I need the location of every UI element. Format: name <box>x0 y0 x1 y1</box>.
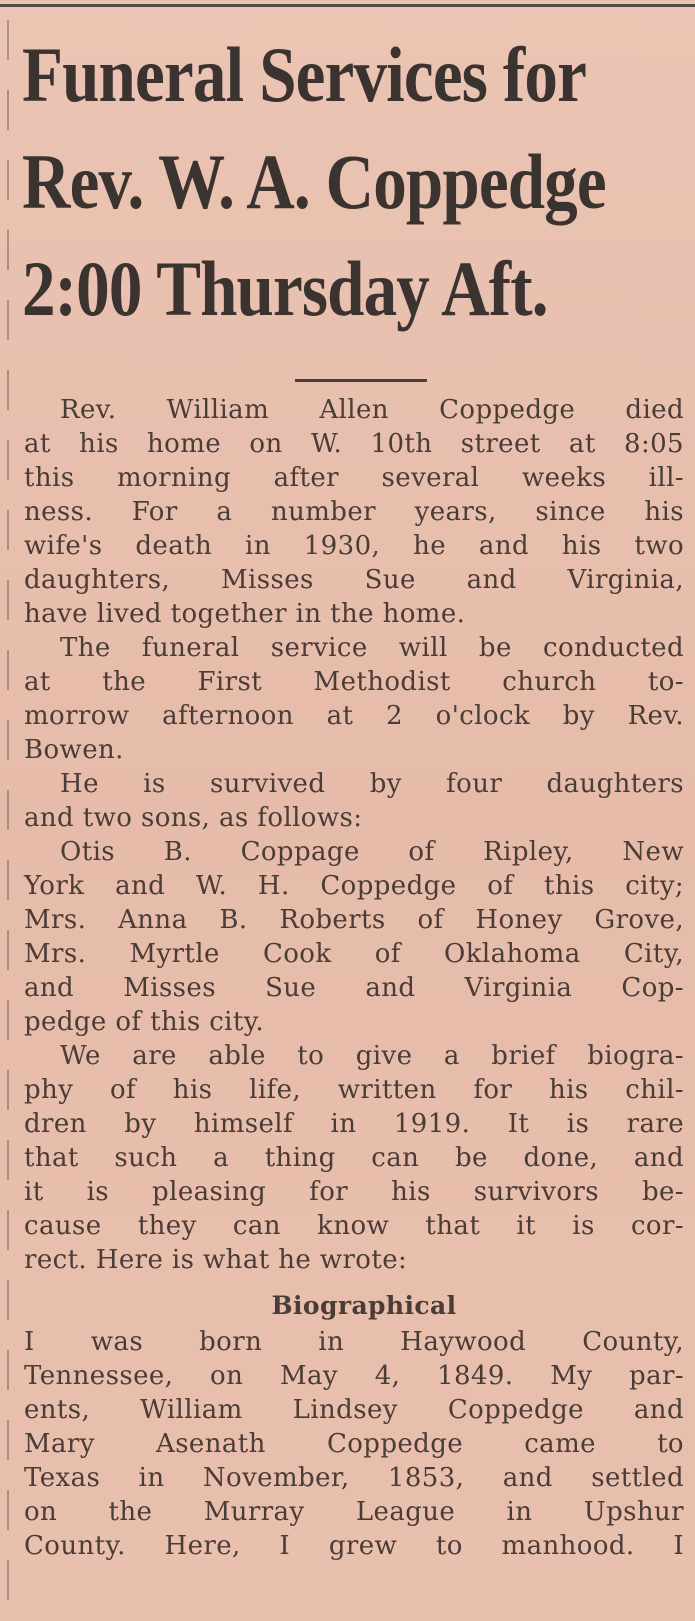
text-line: this morning after several weeks ill- <box>24 463 684 493</box>
text-line: phy of his life, written for his chil- <box>24 1075 684 1105</box>
column-rule <box>7 20 9 1610</box>
text-line: on the Murray League in Upshur <box>24 1497 684 1527</box>
text-line: Mrs. Anna B. Roberts of Honey Grove, <box>24 905 684 935</box>
text-line: cause they can know that it is cor- <box>24 1211 684 1241</box>
text-line: County. Here, I grew to manhood. I <box>24 1531 684 1561</box>
text-line: pedge of this city. <box>24 1007 265 1037</box>
headline-line-1: Funeral Services for <box>22 31 586 118</box>
text-line: rect. Here is what he wrote: <box>24 1245 408 1275</box>
text-line: have lived together in the home. <box>24 599 466 629</box>
text-line: Texas in November, 1853, and settled <box>24 1463 684 1493</box>
text-line: Rev. William Allen Coppedge died <box>60 395 684 425</box>
text-line: and Misses Sue and Virginia Cop- <box>24 973 684 1003</box>
text-line: at his home on W. 10th street at 8:05 <box>24 429 684 459</box>
text-line: York and W. H. Coppedge of this city; <box>24 871 684 901</box>
top-rule <box>0 4 695 7</box>
text-line: I was born in Haywood County, <box>24 1327 684 1357</box>
text-line: that such a thing can be done, and <box>24 1143 684 1173</box>
text-line: He is survived by four daughters <box>60 769 684 799</box>
text-line: Mary Asenath Coppedge came to <box>24 1429 684 1459</box>
headline-divider <box>295 379 427 382</box>
text-line: Tennessee, on May 4, 1849. My par- <box>24 1361 684 1391</box>
text-line: Mrs. Myrtle Cook of Oklahoma City, <box>24 939 684 969</box>
text-line: and two sons, as follows: <box>24 803 363 833</box>
headline <box>22 22 606 343</box>
text-line: ents, William Lindsey Coppedge and <box>24 1395 684 1425</box>
headline-line-2: Rev. W. A. Coppedge <box>22 138 606 225</box>
text-line: it is pleasing for his survivors be- <box>24 1177 684 1207</box>
text-line: ness. For a number years, since his <box>24 497 684 527</box>
text-line: Otis B. Coppage of Ripley, New <box>60 837 684 867</box>
headline-line-3: 2:00 Thursday Aft. <box>22 245 548 332</box>
text-line: Bowen. <box>24 735 124 765</box>
text-line: at the First Methodist church to- <box>24 667 684 697</box>
text-line: We are able to give a brief biogra- <box>60 1041 684 1071</box>
article-body <box>24 393 684 1563</box>
text-line: The funeral service will be conducted <box>60 633 684 663</box>
section-subhead: Biographical <box>271 1291 457 1320</box>
text-line: dren by himself in 1919. It is rare <box>24 1109 684 1139</box>
text-line: wife's death in 1930, he and his two <box>24 531 684 561</box>
text-line: morrow afternoon at 2 o'clock by Rev. <box>24 701 684 731</box>
text-line: daughters, Misses Sue and Virginia, <box>24 565 684 595</box>
